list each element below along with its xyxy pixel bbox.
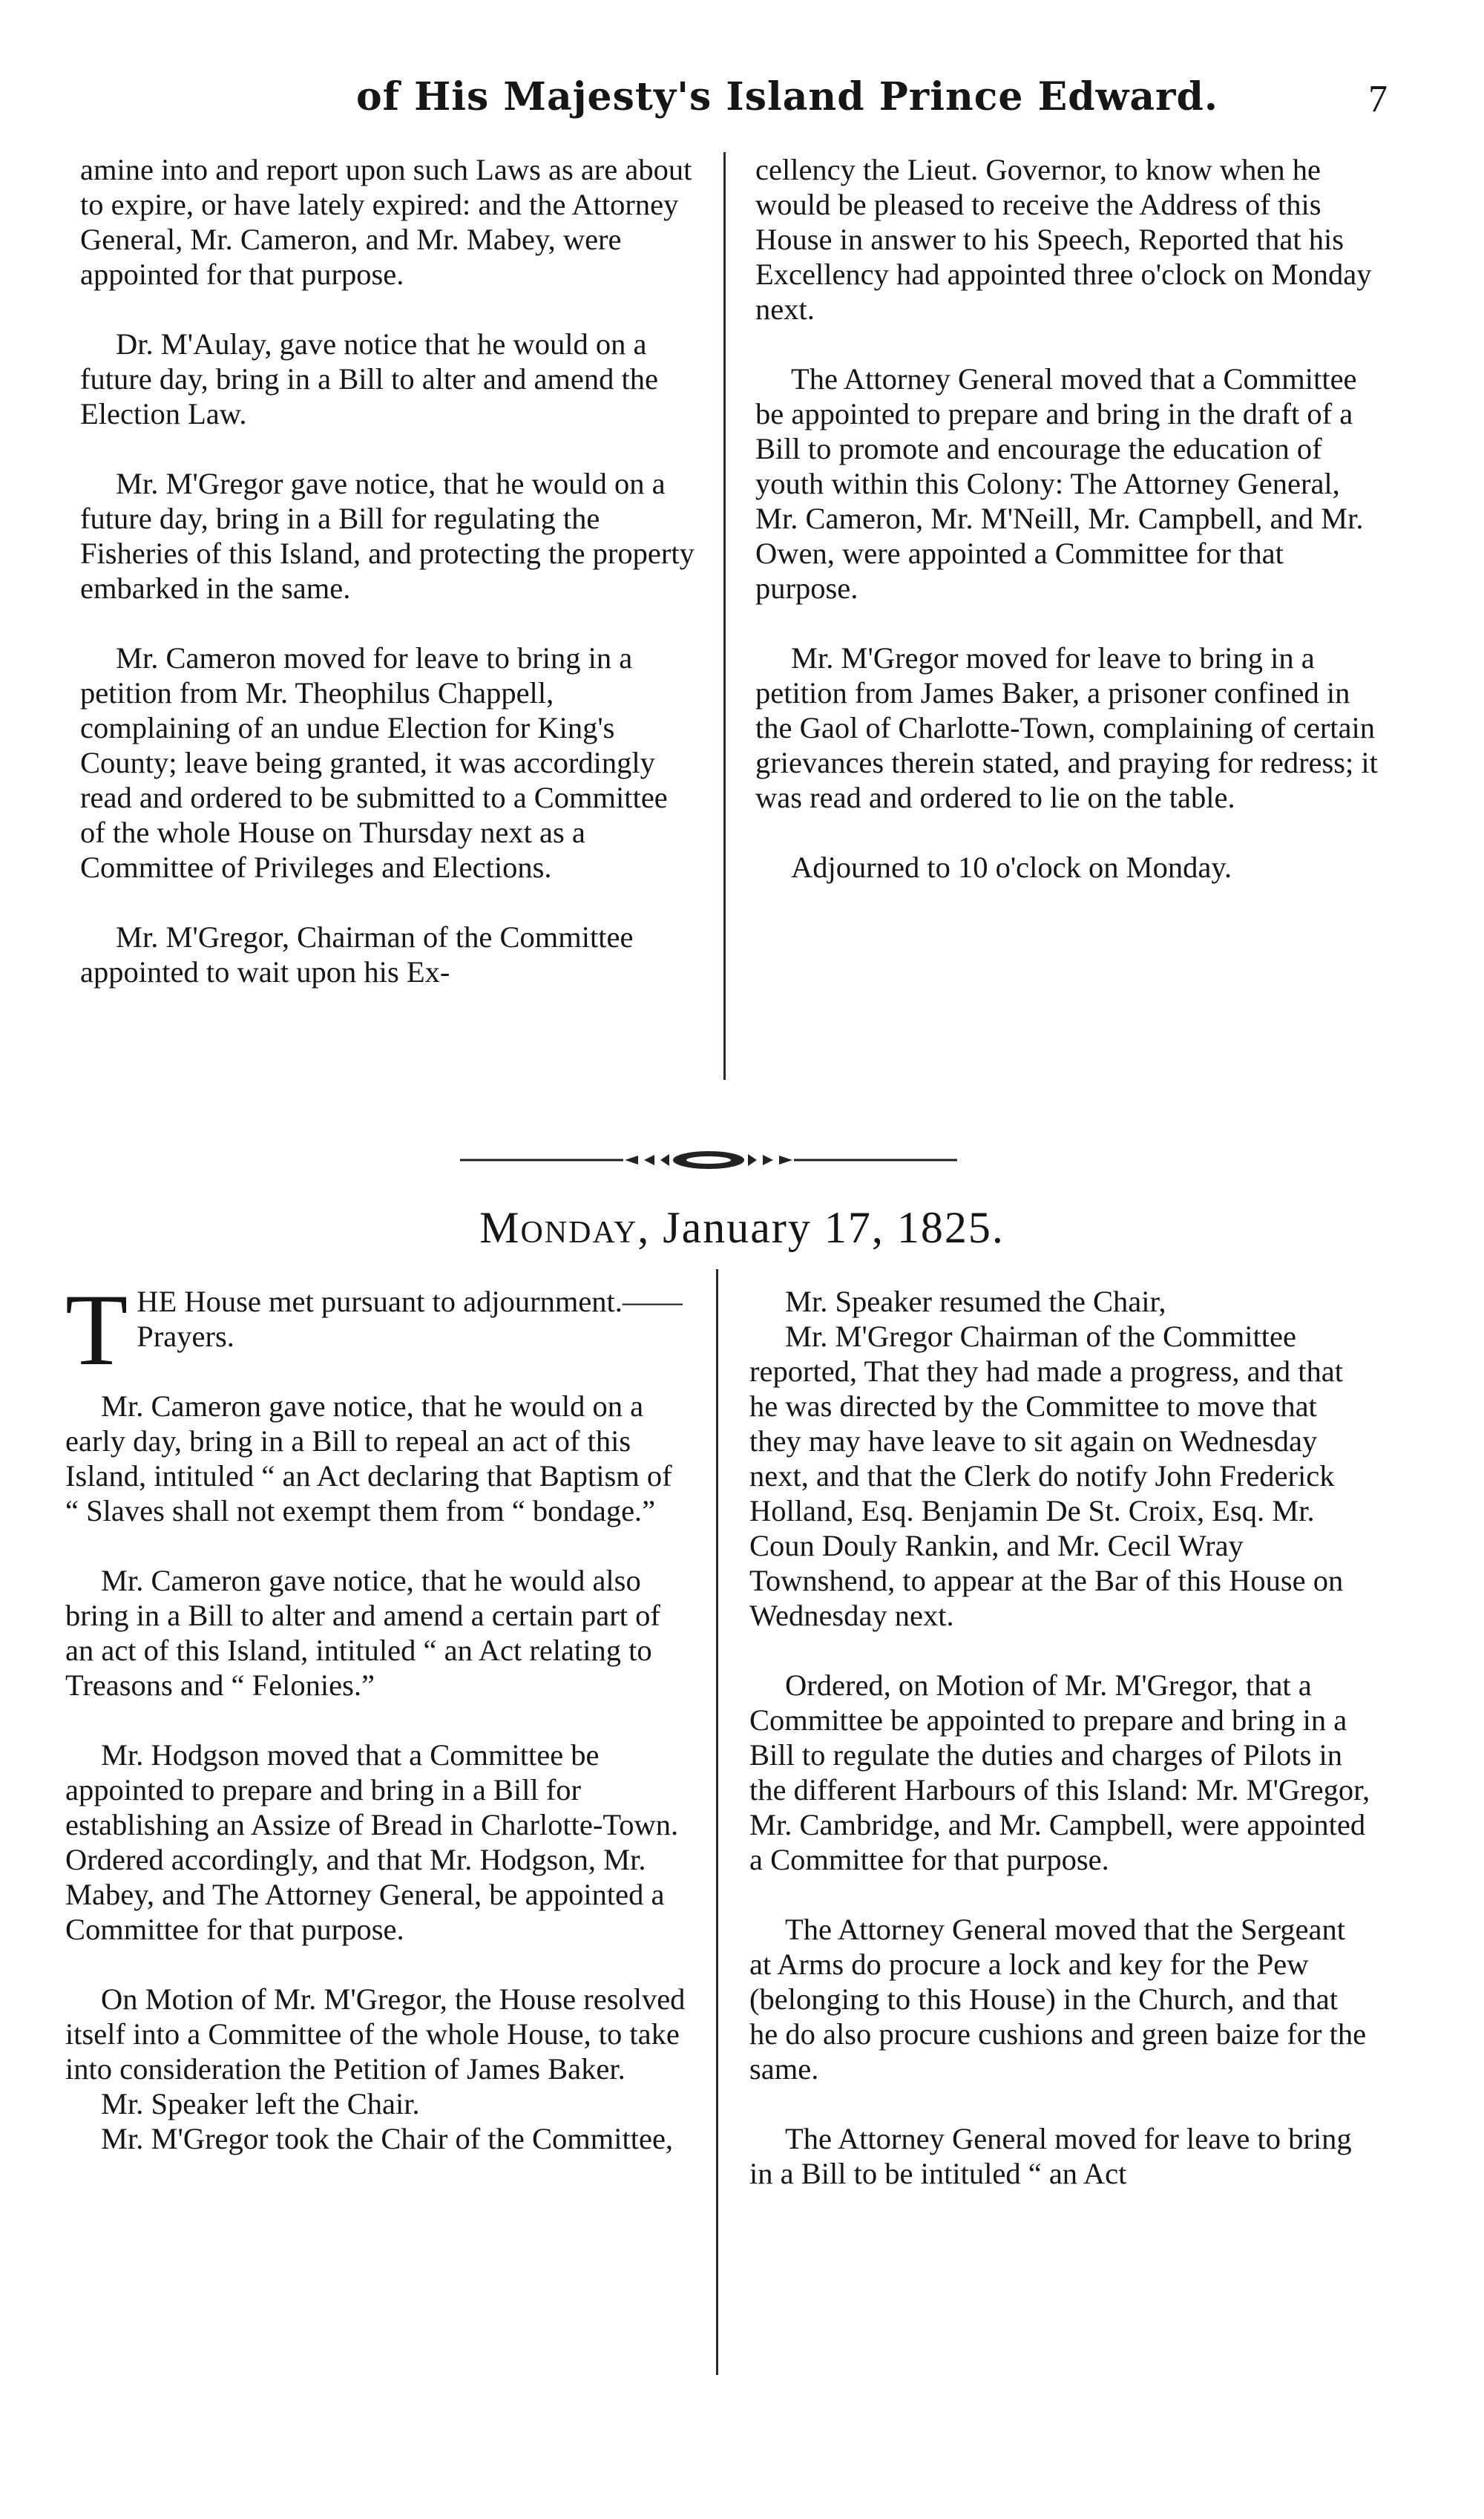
- paragraph: Mr. M'Gregor gave notice, that he would on a future day, bring in a Bill for regulating the Fisheries of this Island, and protecting the property embarked in the same.: [80, 467, 695, 605]
- paragraph: amine into and report upon such Laws as are about to expire, or have lately expired: and the Attorney General, Mr. Cameron, and Mr. Mabey, were appointed for that purpose.: [80, 153, 692, 291]
- paragraph: Mr. Cameron moved for leave to bring in a petition from Mr. Theophilus Chappell, complaining of an undue Election for King's County; leave being granted, it was accordingly read and ordered to be submitted to a Committee of the whole House on Thursday next as a Committee of Privileges and Elections.: [80, 641, 668, 884]
- paragraph: Mr. M'Gregor took the Chair of the Committee,: [101, 2122, 674, 2155]
- section2-left-column: [65, 1273, 692, 2156]
- day-heading-date: January 17, 1825.: [663, 1203, 1005, 1252]
- column-rule: [716, 1269, 718, 2375]
- paragraph: Mr. M'Gregor, Chairman of the Committee appointed to wait upon his Ex-: [80, 920, 634, 989]
- ornamental-divider: [460, 1147, 957, 1173]
- paragraph: Mr. Speaker left the Chair.: [101, 2087, 420, 2120]
- paragraph: The Attorney General moved for leave to bring in a Bill to be intituled “ an Act: [749, 2122, 1352, 2190]
- drop-cap: T: [65, 1273, 128, 1386]
- page-number: 7: [1368, 78, 1388, 120]
- paragraph: Mr. M'Gregor moved for leave to bring in a petition from James Baker, a prisoner confined in the Gaol of Charlotte-Town, complaining of certain grievances therein stated, and praying for redress; it was read and ordered to lie on the table.: [755, 641, 1378, 814]
- paragraph: Mr. Cameron gave notice, that he would also bring in a Bill to alter and amend a certain part of an act of this Island, intituled “ an Act relating to Treasons and “ Felonies.”: [65, 1564, 660, 1702]
- paragraph: Dr. M'Aulay, gave notice that he would on a future day, bring in a Bill to alter and amend the Election Law.: [80, 327, 659, 430]
- paragraph: Adjourned to 10 o'clock on Monday.: [791, 851, 1232, 884]
- opening-paragraph: [65, 1273, 692, 1386]
- section1-right-column: [755, 152, 1379, 885]
- paragraph: Mr. M'Gregor Chairman of the Committee reported, That they had made a progress, and that he was directed by the Committee to move that they may have leave to sit again on Wednesday next, and that the Clerk do notify John Frederick Holland, Esq. Benjamin De St. Croix, Esq. Mr. Coun Douly Rankin, and Mr. Cecil Wray Townshend, to appear at the Bar of this House on Wednesday next.: [749, 1320, 1344, 1632]
- paragraph: The Attorney General moved that a Committee be appointed to prepare and bring in the draft of a Bill to promote and encourage the education of youth within this Colony: The Attorney General, Mr. Cameron, Mr. M'Neill, Mr. Campbell, and Mr. Owen, were appointed a Committee for that purpose.: [755, 362, 1364, 605]
- section2-right-column: [749, 1284, 1373, 2191]
- day-heading-weekday: Monday,: [479, 1203, 651, 1252]
- paragraph: Ordered, on Motion of Mr. M'Gregor, that a Committee be appointed to prepare and bring in a Bill to regulate the duties and charges of Pilots in the different Harbours of this Island: Mr. M'Gregor, Mr. Cambridge, and Mr. Campbell, were appointed a Committee for that purpose.: [749, 1668, 1370, 1876]
- paragraph: cellency the Lieut. Governor, to know when he would be pleased to receive the Address of this House in answer to his Speech, Reported that his Excellency had appointed three o'clock on Monday next.: [755, 153, 1372, 326]
- paragraph: On Motion of Mr. M'Gregor, the House resolved itself into a Committee of the whole House, to take into consideration the Petition of James Baker.: [65, 1982, 686, 2086]
- opening-text: HE House met pursuant to adjournment.——Prayers.: [137, 1285, 683, 1353]
- paragraph: Mr. Hodgson moved that a Committee be appointed to prepare and bring in a Bill for establishing an Assize of Bread in Charlotte-Town. Ordered accordingly, and that Mr. Hodgson, Mr. Mabey, and The Attorney General, be appointed a Committee for that purpose.: [65, 1738, 679, 1946]
- paragraph: Mr. Cameron gave notice, that he would on a early day, bring in a Bill to repeal an act of this Island, intituled “ an Act declaring that Baptism of “ Slaves shall not exempt them from “ bondage.”: [65, 1389, 672, 1527]
- section1-left-column: [80, 152, 696, 989]
- column-rule: [723, 152, 726, 1080]
- running-title: of His Majesty's Island Prince Edward.: [356, 74, 1218, 119]
- paragraph: Mr. Speaker resumed the Chair,: [785, 1285, 1166, 1318]
- paragraph: The Attorney General moved that the Sergeant at Arms do procure a lock and key for the Pew (belonging to this House) in the Church, and that he do also procure cushions and green baize for the same.: [749, 1913, 1367, 2086]
- day-heading: [0, 1202, 1484, 1254]
